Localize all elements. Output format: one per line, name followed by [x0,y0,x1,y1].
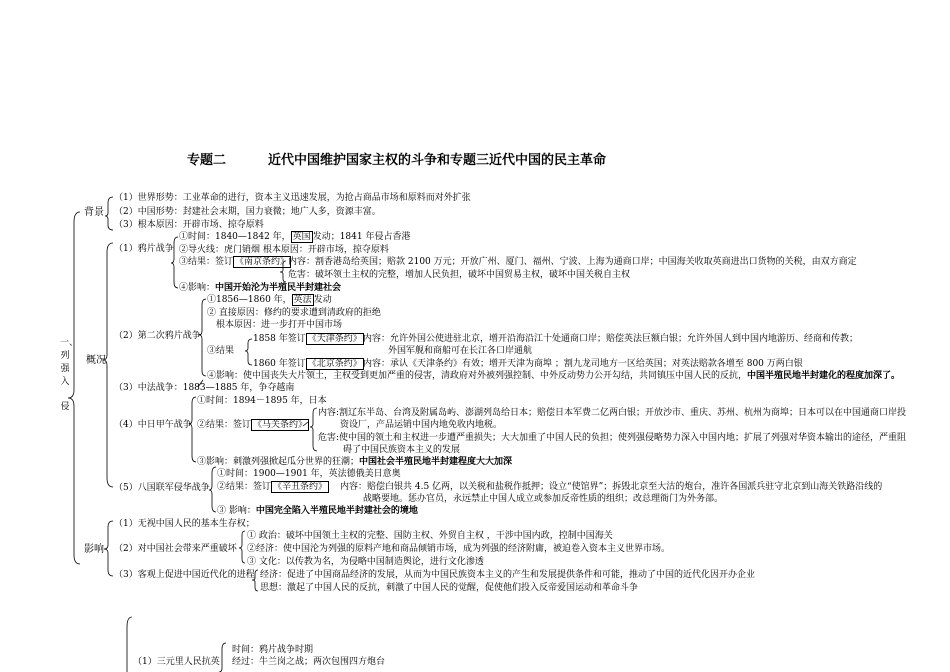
tianjin-treaty-text: 1858 年签订 [253,334,306,344]
destruction-brace [239,531,245,563]
opium-fuse: ②导火线：虎门销烟 根本原因：开辟市场，掠夺原料 [179,245,389,255]
section1-label-char: 侵 [60,402,70,412]
xinchou-content: 内容：赔偿白银共 4.5 亿两，以关税和盐税作抵押；设立“使馆界”；拆毁北京至大沽的炮台，准许各国派兵驻守北京到山海关铁路沿线的 [340,482,883,492]
xinchou-content-cont: 战略要地。惩办官员，永远禁止中国人成立或参加反帝性质的组织；改总理衙门为外务部。 [363,494,724,504]
maguan-content: 内容:割辽东半岛、台湾及附属岛屿、澎湖列岛给日本；赔偿日本军费二亿两白银；开放沙市、重庆、苏州、杭州为商埠；日本可以在中国通商口岸投 [318,408,907,418]
maguan-harm: 危害:使中国的领土和主权进一步遭严重损失；大大加重了中国人民的负担；使列强侵略势力深入中国内地；扩展了列强对华资本输出的途径，严重阻 [318,433,907,443]
influence-brace [104,521,113,576]
sanyuanli-time: 时间：鸦片战争时期 [232,645,314,655]
tianjin-treaty-box: 《天津条约》 [307,334,362,344]
opium-time-text: ①时间：1840—1842 年， [179,232,291,242]
overview-label: 概况 [86,355,106,366]
beijing-treaty-text: 1860 年签订 [253,359,306,369]
section1-label-char: 入 [60,377,70,387]
second-opium-impact-text: ④影响：使中国丧失大片领土，主权受到更加严重的侵害，清政府对外被列强控制、中外反动势力公开勾结，共同镇压中国人民的反抗， [207,371,748,381]
eight-nation-impact-bold: 中国完全陷入半殖民地半封建社会的境地 [255,506,418,516]
section2-brace [127,617,132,672]
second-opium-result-label: ③结果 [207,346,235,356]
maguan-harm-cont: 碍了中国民族资本主义的发展 [343,445,461,455]
eight-nation-impact-text: ③ 影响： [217,506,256,516]
second-opium-time-post: 发动 [313,295,332,305]
nanjing-treaty-box: 《南京条约》 [235,257,290,267]
title-part1: 专题二 [187,153,227,168]
eight-nation-result [217,482,329,493]
eight-nation-time: ①时间：1900—1901 年，英法德俄美日意奥 [217,469,401,479]
xinchou-treaty-box: 《辛丑条约》 [273,482,328,492]
influence-economy: ②经济：使中国沦为列强的原料产地和商品倾销市场，成为列强的经济附庸，被迫卷入资本主义世界市场。 [247,544,671,554]
opium-impact [179,283,341,294]
sino-japanese-impact-bold: 中国社会半殖民地半封建程度大大加深 [359,457,513,467]
beijing-treaty [253,359,364,370]
maguan-brace [310,408,317,451]
opium-time-box: 英国 [292,232,311,242]
second-opium-root: 根本原因：进一步打开中国市场 [216,320,343,330]
sanyuanli-process: 经过：牛兰岗之战；两次包围四方炮台 [232,657,386,667]
sino-japanese-result [197,420,309,431]
nanjing-harm: 危害：破坏领土主权的完整，增加人民负担，破坏中国贸易主权，破坏中国关税自主权 [288,270,631,280]
eight-nation-brace [209,467,216,512]
title-part2: 近代中国维护国家主权的斗争和专题三近代中国的民主革命 [268,153,607,168]
tianjin-content-cont: 外国军舰和商船可在长江各口岸通航 [388,346,533,356]
opium-time-post: 发动；1841 年侵占香港 [312,232,411,242]
eight-nation-result-text: ②结果：签订 [217,482,272,492]
second-opium-war-label: （2）第二次鸦片战争 [114,331,201,341]
sino-japanese-impact [197,457,512,468]
result-brace [245,339,252,365]
sanyuanli-brace [219,643,226,672]
influence-politics: ① 政治：破坏中国领土主权的完整、国防主权、外贸自主权 ，干涉中国内政，控制中国海关 [247,531,613,541]
second-opium-time-text: ①1856—1860 年， [207,295,292,305]
maguan-treaty-box: 《马关条约》 [253,420,308,430]
section1-label-char: 强 [60,364,70,374]
sino-french-war: （3）中法战争：1883—1885 年，争夺越南 [114,383,295,393]
opium-result-text: ③结果：签订 [179,257,234,267]
section1-label [60,337,79,414]
sino-japanese-result-text: ②结果：签订 [197,420,252,430]
influence-item2: （2）对中国社会带来严重破坏 [114,544,237,554]
background-brace [105,197,113,230]
second-opium-cause: ② 直接原因：修约的要求遭到清政府的拒绝 [207,308,381,318]
tianjin-treaty [253,334,364,345]
opium-impact-bold: 中国开始沦为半殖民半封建社会 [215,283,342,293]
eight-nation-war-label: （5）八国联军侵华战争 [114,483,210,493]
sino-japanese-impact-text: ③影响：刺激列强掀起瓜分世界的狂潮； [197,457,360,467]
maguan-content-cont: 资设厂，产品运销中国内地免收内地税。 [340,420,503,430]
influence-item3: （3）客观上促进中国近代化的进程 [114,570,255,580]
second-opium-impact [207,371,900,382]
second-opium-time [207,295,332,306]
background-item-china: （2）中国形势：封建社会末期，国力衰微；地广人多，资源丰富。 [114,207,381,217]
tianjin-content: 内容：允许外国公使进驻北京，增开沿海沿江十处通商口岸；赔偿英法巨额白银；允许外国人到中国内地游历、经商和传教； [363,334,859,344]
sino-japanese-war-label: （4）中日甲午战争 [114,420,192,430]
opium-time [179,232,410,243]
section1-label-char: 一、 [60,338,79,348]
sino-japanese-time: ①时间：1894－1895 年，日本 [197,396,327,406]
influence-item1: （1）无视中国人民的基本生存权； [114,519,255,529]
influence-item3-thought: 思想：激起了中国人民的反抗，刺激了中国人民的觉醒，促使他们投入反帝爱国运动和革命斗争 [260,583,639,593]
eight-nation-impact [217,506,418,517]
sanyuanli-label: （1）三元里人民抗英 [133,657,220,667]
background-label: 背景 [84,207,104,218]
second-opium-impact-bold: 中国半殖民地半封建化的程度加深了。 [747,371,901,381]
beijing-content: 内容：承认《天津条约》有效；增开天津为商埠 ；割九龙司地方一区给英国；对英法赔款各增至 800 万两白银 [363,359,803,369]
background-item-root: （3）根本原因：开辟市场、掠夺原料 [114,220,264,230]
beijing-treaty-box: 《北京条约》 [307,359,362,369]
nanjing-content: 内容：割香港岛给英国；赔款 2100 万元；开放广州、厦门、福州、宁波、上海为通商口岸；中国海关收取英商进出口货物的关税，由双方商定 [288,257,857,267]
section1-label-char: 列 [60,351,70,361]
influence-culture: ③ 文化：以传教为名，为侵略中国制造舆论，进行文化渗透 [247,557,484,567]
opium-result [179,257,291,268]
influence-label: 影响 [84,544,104,555]
background-item-world: （1）世界形势：工业革命的进行，资本主义迅速发展，为抢占商品市场和原料而对外扩张 [114,193,471,203]
opium-impact-text: ④影响： [179,283,216,293]
opium-war-label: （1）鸦片战争 [114,244,174,254]
second-opium-time-box: 英法 [293,295,312,305]
influence-item3-economy: 经济：促进了中国商品经济的发展，从而为中国民族资本主义的产生和发展提供条件和可能，推动了中国的近代化因开办企业 [260,570,756,580]
